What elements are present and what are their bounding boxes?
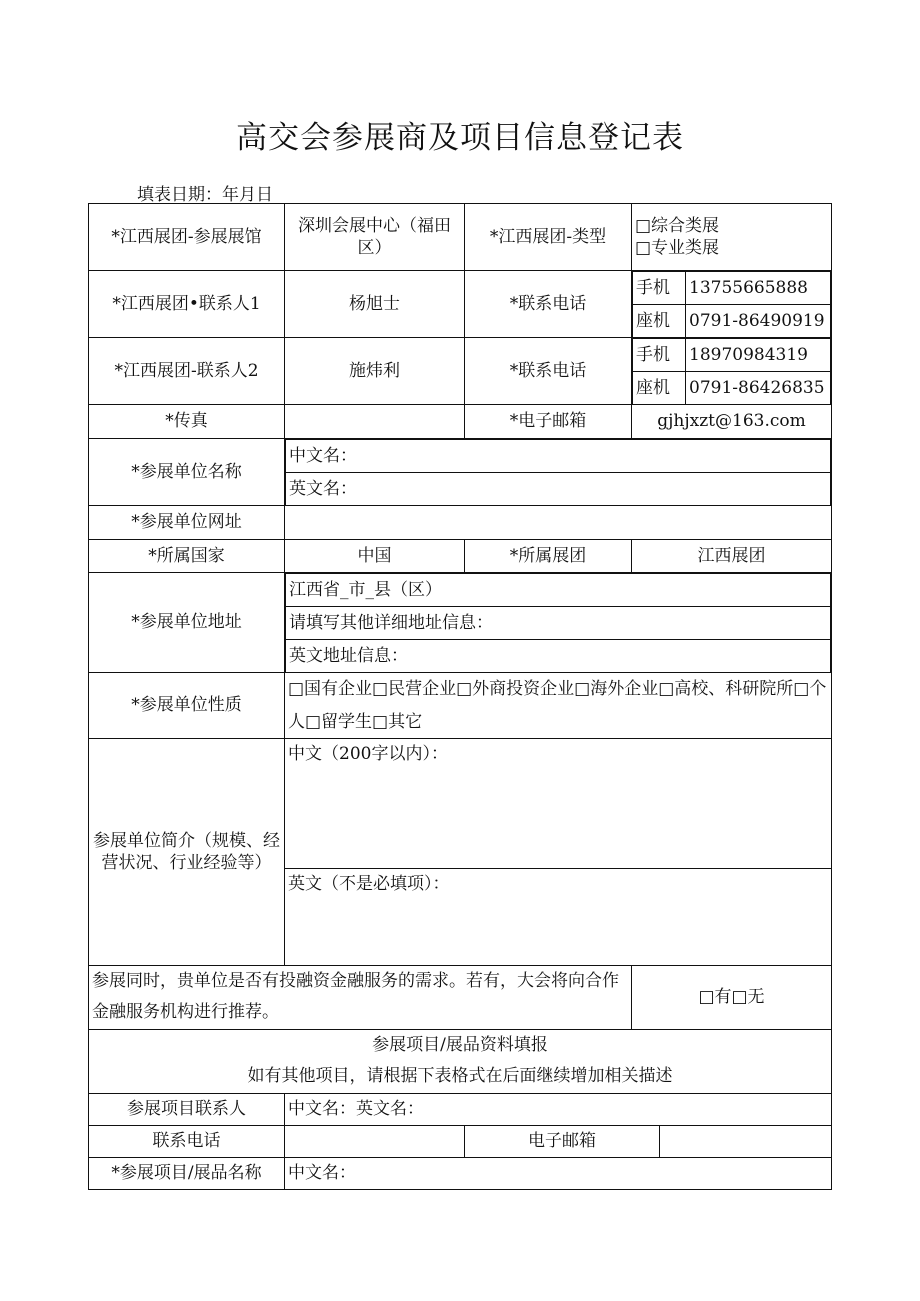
email-value[interactable]: gjhjxzt@163.com — [632, 405, 832, 439]
address-label: *参展单位地址 — [89, 573, 285, 673]
intro-en-field[interactable]: 英文（不是必填项）： — [285, 869, 832, 966]
fill-date: 填表日期：年月日 — [137, 185, 273, 205]
finance-options[interactable]: □有□无 — [632, 966, 832, 1030]
project-name-label: *参展项目/展品名称 — [89, 1157, 285, 1189]
type-option-professional[interactable]: □专业类展 — [635, 238, 720, 258]
intro-cn-field[interactable]: 中文（200字以内）： — [285, 739, 832, 869]
address-line-detail[interactable]: 请填写其他详细地址信息： — [286, 607, 831, 640]
contact2-phone-label: *联系电话 — [465, 338, 632, 405]
project-name-value[interactable]: 中文名： — [285, 1157, 832, 1189]
company-cn-name[interactable]: 中文名： — [286, 440, 831, 473]
contact1-phone-label: *联系电话 — [465, 271, 632, 338]
contact2-landline[interactable]: 0791-86426835 — [686, 372, 831, 405]
mobile-label: 手机 — [633, 339, 686, 372]
type-label: *江西展团-类型 — [465, 204, 632, 271]
project-contact-label: 参展项目联系人 — [89, 1093, 285, 1125]
project-contact-value[interactable]: 中文名：英文名： — [285, 1093, 832, 1125]
company-name-label: *参展单位名称 — [89, 439, 285, 506]
company-name-fields — [285, 439, 832, 506]
project-email-label: 电子邮箱 — [465, 1125, 660, 1157]
project-phone-label: 联系电话 — [89, 1125, 285, 1157]
project-phone-value[interactable] — [285, 1125, 465, 1157]
page-title: 高交会参展商及项目信息登记表 — [236, 120, 684, 156]
contact1-phones — [632, 271, 832, 338]
contact2-phones — [632, 338, 832, 405]
contact2-label: *江西展团-联系人2 — [89, 338, 285, 405]
type-option-comprehensive[interactable]: □综合类展 — [635, 215, 720, 236]
venue-value[interactable]: 深圳会展中心（福田区） — [285, 204, 465, 271]
project-section-title: 参展项目/展品资料填报 — [372, 1034, 548, 1055]
address-line-region[interactable]: 江西省_市_县（区） — [286, 574, 831, 607]
address-line-english[interactable]: 英文地址信息： — [286, 640, 831, 673]
project-email-value[interactable] — [660, 1125, 832, 1157]
landline-label: 座机 — [633, 372, 686, 405]
country-label: *所属国家 — [89, 540, 285, 573]
nature-label: *参展单位性质 — [89, 673, 285, 739]
registration-form — [88, 203, 832, 1190]
company-en-name[interactable]: 英文名： — [286, 473, 831, 506]
contact2-mobile[interactable]: 18970984319 — [686, 339, 831, 372]
venue-label: *江西展团-参展展馆 — [89, 204, 285, 271]
mobile-label: 手机 — [633, 272, 686, 305]
website-value[interactable] — [285, 506, 832, 540]
intro-label: 参展单位简介（规模、经营状况、行业经验等） — [89, 739, 285, 966]
finance-question: 参展同时，贵单位是否有投融资金融服务的需求。若有，大会将向合作金融服务机构进行推荐。 — [89, 966, 632, 1030]
group-value[interactable]: 江西展团 — [632, 540, 832, 573]
contact1-name[interactable]: 杨旭士 — [285, 271, 465, 338]
country-value[interactable]: 中国 — [285, 540, 465, 573]
nature-options[interactable]: □国有企业□民营企业□外商投资企业□海外企业□高校、科研院所□个人□留学生□其它 — [285, 673, 832, 739]
project-section-header — [89, 1029, 832, 1093]
type-options[interactable] — [632, 204, 832, 271]
project-section-note: 如有其他项目，请根据下表格式在后面继续增加相关描述 — [247, 1066, 673, 1087]
address-fields — [285, 573, 832, 673]
landline-label: 座机 — [633, 305, 686, 338]
contact1-label: *江西展团•联系人1 — [89, 271, 285, 338]
fax-value[interactable] — [285, 405, 465, 439]
contact1-landline[interactable]: 0791-86490919 — [686, 305, 831, 338]
website-label: *参展单位网址 — [89, 506, 285, 540]
group-label: *所属展团 — [465, 540, 632, 573]
contact1-mobile[interactable]: 13755665888 — [686, 272, 831, 305]
contact2-name[interactable]: 施炜利 — [285, 338, 465, 405]
fax-label: *传真 — [89, 405, 285, 439]
email-label: *电子邮箱 — [465, 405, 632, 439]
